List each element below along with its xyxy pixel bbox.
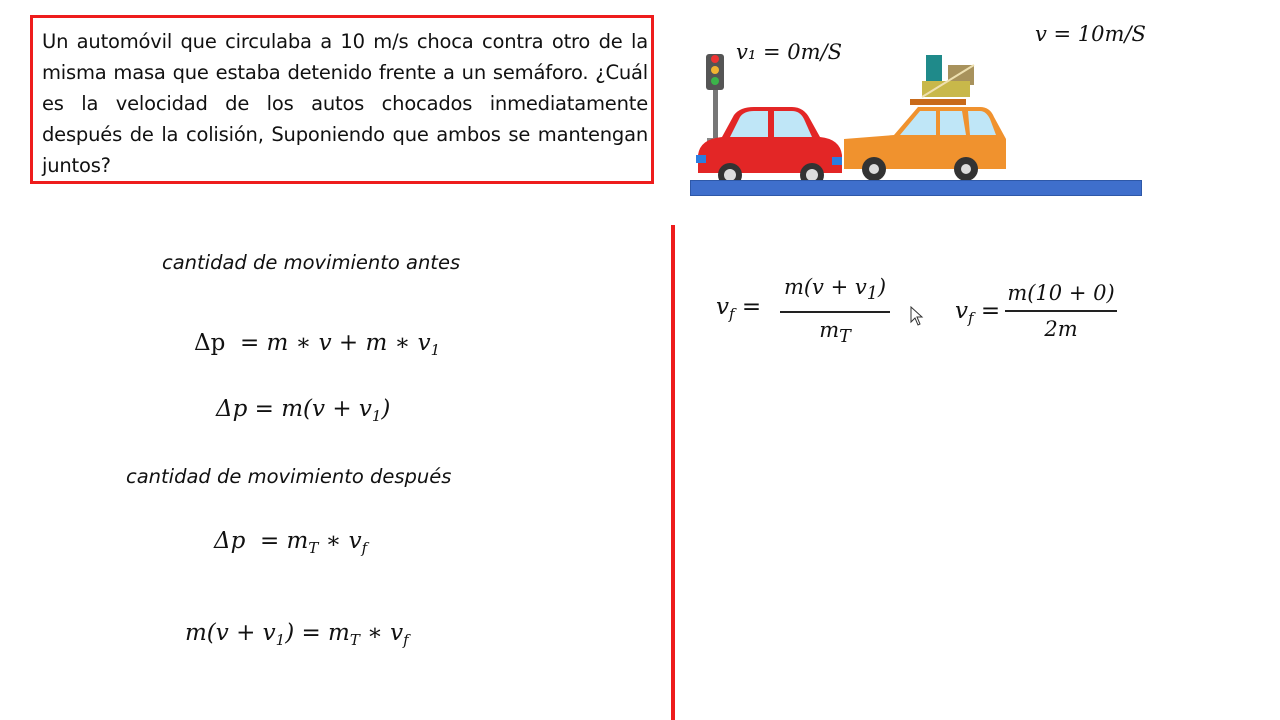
equation-momentum-sum: Δp = m ∗ v + m ∗ $v_1$ <box>194 330 441 360</box>
equation-vf-numeric-lhs: $v_f$ = <box>955 298 1001 328</box>
road <box>690 180 1142 196</box>
problem-statement-box <box>30 15 654 184</box>
mouse-cursor-icon <box>910 306 924 326</box>
equation-momentum-factored: $\Delta p = m(v + v_1)$ <box>216 396 391 426</box>
red-car-icon <box>692 103 847 188</box>
v1-label: v₁ = 0m/S <box>736 40 842 64</box>
equation-vf-numeric-fraction: m(10 + 0) 2m <box>1005 280 1117 342</box>
equation-conservation: $m(v + v_1) = m_T$ ∗ $v_f$ <box>185 620 409 650</box>
equation-vf-fraction: $m(v + v_1)$ $m_T$ <box>780 274 890 350</box>
problem-statement-text: Un automóvil que circulaba a 10 m/s choca contra otro de la misma masa que estaba detenido frente a un semáforo. ¿Cuál es la velocidad de los autos chocados inmediatamente después de la colisión, Suponiendo que ambos se mantengan juntos? <box>42 30 648 177</box>
heading-momentum-after: cantidad de movimiento después <box>126 465 452 488</box>
equation-vf-lhs: $v_f$ = <box>716 294 762 324</box>
orange-station-wagon-icon <box>840 95 1010 185</box>
equation-momentum-after: $\Delta p = m_T$ ∗ $v_f$ <box>214 528 368 558</box>
heading-momentum-before: cantidad de movimiento antes <box>162 251 461 274</box>
column-divider <box>671 225 675 720</box>
collision-illustration <box>690 45 1145 200</box>
v-label: v = 10m/S <box>1035 22 1146 46</box>
